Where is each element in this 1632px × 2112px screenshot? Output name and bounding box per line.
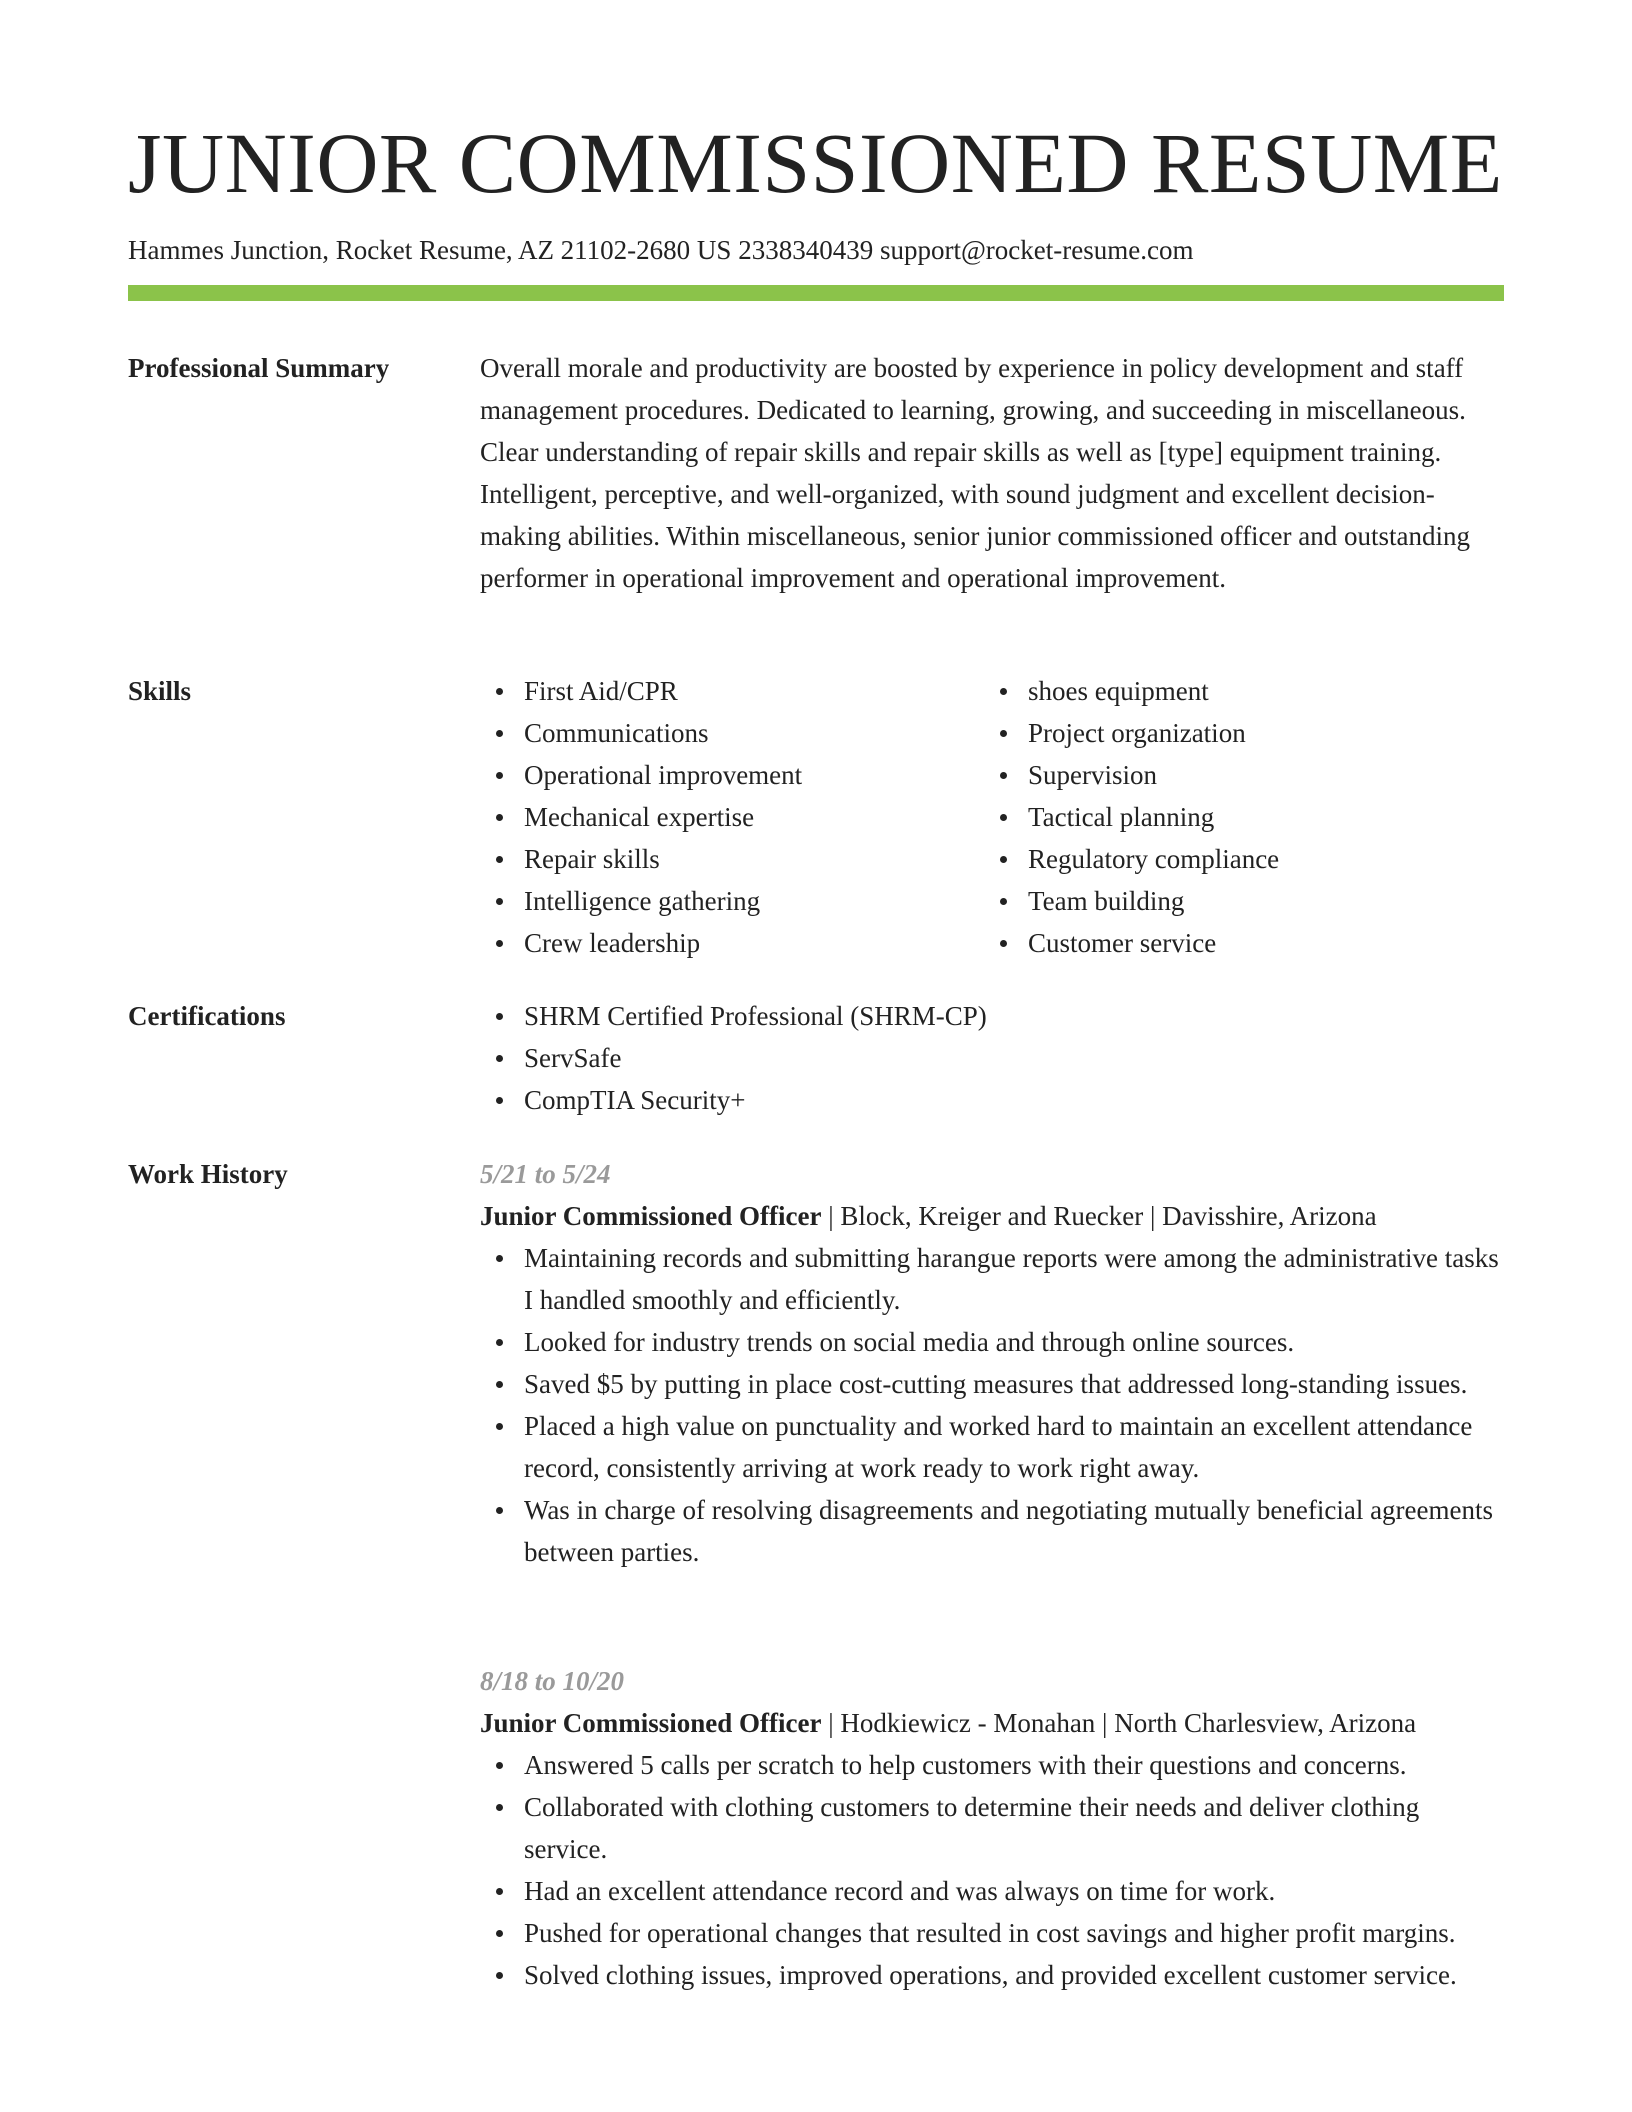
skill-item: Supervision [984, 754, 1504, 796]
job-dates: 8/18 to 10/20 [480, 1666, 625, 1696]
skill-item: Tactical planning [984, 796, 1504, 838]
work-history-label: Work History [128, 1159, 288, 1189]
job-duty-item: Pushed for operational changes that resulted in cost savings and higher profit margins. [480, 1912, 1504, 1954]
job-entry [480, 1660, 1504, 1996]
job-title: Junior Commissioned Officer [480, 1201, 822, 1231]
skill-item: Communications [480, 712, 984, 754]
skills-list-column-2 [984, 670, 1504, 964]
certifications-list [480, 995, 1504, 1121]
skill-item: Customer service [984, 922, 1504, 964]
job-dates: 5/21 to 5/24 [480, 1159, 611, 1189]
job-duty-item: Had an excellent attendance record and was always on time for work. [480, 1870, 1504, 1912]
skill-item: Repair skills [480, 838, 984, 880]
job-duty-item: Collaborated with clothing customers to determine their needs and deliver clothing service. [480, 1786, 1504, 1870]
job-employer-location: | Hodkiewicz - Monahan | North Charlesview, Arizona [821, 1708, 1417, 1738]
summary-label: Professional Summary [128, 353, 390, 383]
job-title: Junior Commissioned Officer [480, 1708, 822, 1738]
resume-title: JUNIOR COMMISSIONED RESUME [128, 115, 1503, 211]
job-employer-location: | Block, Kreiger and Ruecker | Davisshire, Arizona [821, 1201, 1377, 1231]
skills-label: Skills [128, 676, 192, 706]
contact-line: Hammes Junction, Rocket Resume, AZ 21102-2680 US 2338340439 support@rocket-resume.com [128, 235, 1194, 265]
job-duties-list [480, 1744, 1504, 1996]
job-heading [480, 1702, 1504, 1744]
skill-item: Mechanical expertise [480, 796, 984, 838]
job-duty-item: Looked for industry trends on social media and through online sources. [480, 1321, 1504, 1363]
skill-item: Team building [984, 880, 1504, 922]
skill-item: Crew leadership [480, 922, 984, 964]
skill-item: shoes equipment [984, 670, 1504, 712]
job-duty-item: Maintaining records and submitting harangue reports were among the administrative tasks I handled smoothly and efficiently. [480, 1237, 1504, 1321]
summary-text: Overall morale and productivity are boosted by experience in policy development and staff management procedures. Dedicated to learning, growing, and succeeding in miscellaneous. Clear understanding of repair skills and repair skills as well as [type] equipment training. Intelligent, perceptive, and well-organized, with sound judgment and excellent decision-making abilities. Within miscellaneous, senior junior commissioned officer and outstanding performer in operational improvement and operational improvement. [480, 353, 1470, 593]
job-duty-item: Placed a high value on punctuality and worked hard to maintain an excellent attendance record, consistently arriving at work ready to work right away. [480, 1405, 1504, 1489]
skill-item: Regulatory compliance [984, 838, 1504, 880]
job-duty-item: Was in charge of resolving disagreements and negotiating mutually beneficial agreements between parties. [480, 1489, 1504, 1573]
skill-item: Intelligence gathering [480, 880, 984, 922]
job-entry [480, 1153, 1504, 1573]
certifications-section [480, 995, 1504, 1121]
certification-item: CompTIA Security+ [480, 1079, 1504, 1121]
job-duties-list [480, 1237, 1504, 1573]
skills-section [480, 670, 1504, 964]
skill-item: Operational improvement [480, 754, 984, 796]
skills-list-column-1 [480, 670, 984, 964]
certification-item: SHRM Certified Professional (SHRM-CP) [480, 995, 1504, 1037]
job-heading [480, 1195, 1504, 1237]
skill-item: Project organization [984, 712, 1504, 754]
certifications-label: Certifications [128, 1001, 286, 1031]
job-duty-item: Solved clothing issues, improved operations, and provided excellent customer service. [480, 1954, 1504, 1996]
accent-divider [128, 285, 1504, 301]
job-duty-item: Answered 5 calls per scratch to help customers with their questions and concerns. [480, 1744, 1504, 1786]
summary-section [480, 347, 1504, 599]
skill-item: First Aid/CPR [480, 670, 984, 712]
certification-item: ServSafe [480, 1037, 1504, 1079]
job-duty-item: Saved $5 by putting in place cost-cutting measures that addressed long-standing issues. [480, 1363, 1504, 1405]
